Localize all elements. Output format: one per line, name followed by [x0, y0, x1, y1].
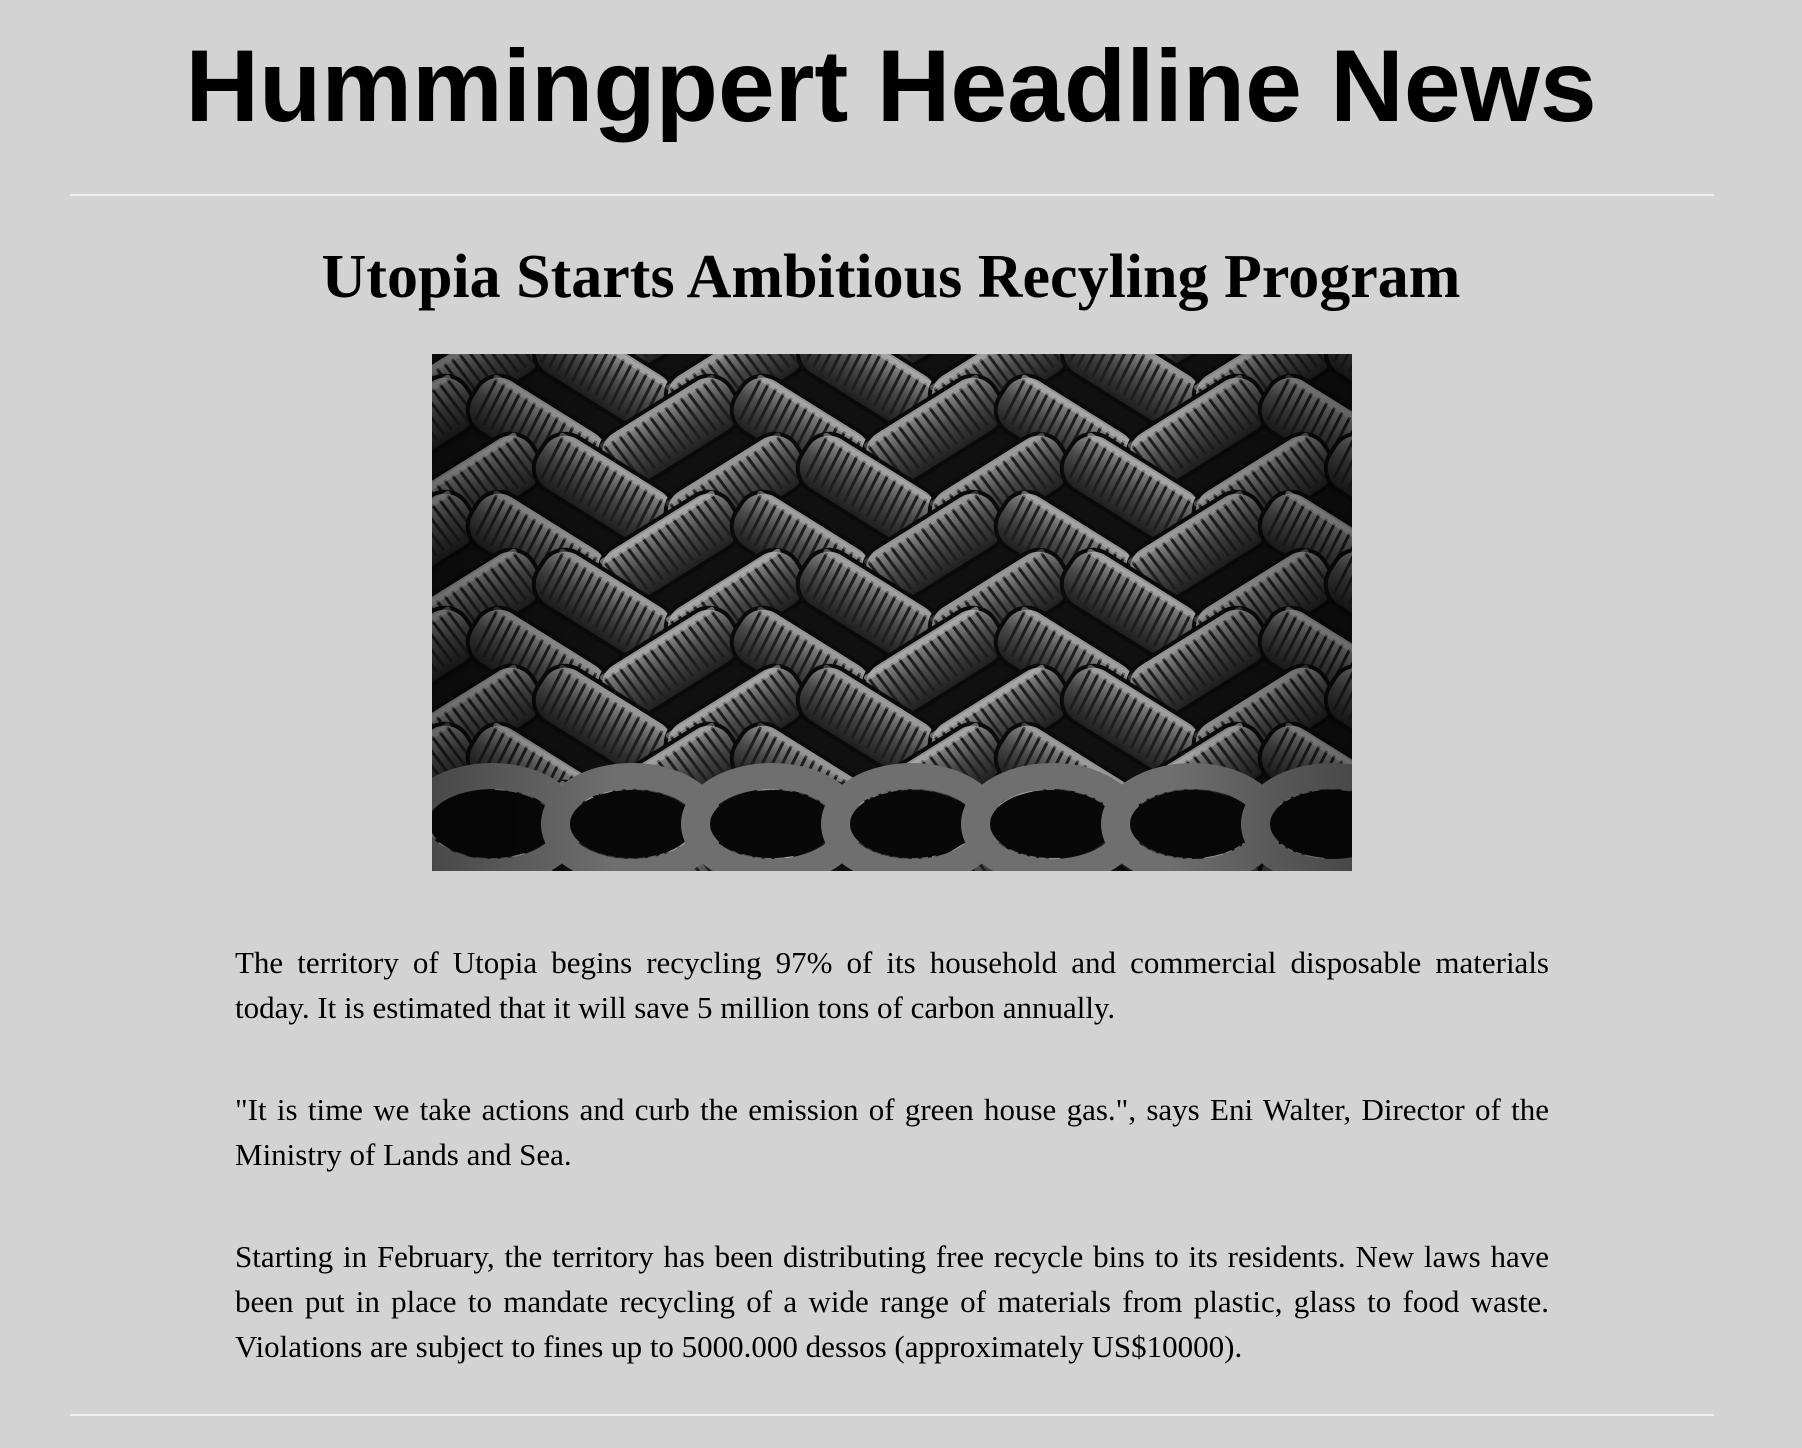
- article-paragraph: "It is time we take actions and curb the emission of green house gas.", says Eni Walter, Director of the Ministry of Lands and Sea.: [235, 1092, 1549, 1172]
- header-divider: [70, 194, 1714, 196]
- footer-divider: [70, 1414, 1714, 1416]
- article-paragraph: Starting in February, the territory has been distributing free recycle bins to its residents. New laws have been put in place to mandate recycling of a wide range of materials from plastic, glass to food waste. Violations are subject to fines up to 5000.000 dessos (approximately US$10000).: [235, 1239, 1549, 1364]
- article-image: [432, 354, 1352, 871]
- article-paragraph: The territory of Utopia begins recycling 97% of its household and commercial disposable materials today. It is estimated that it will save 5 million tons of carbon annually.: [235, 945, 1549, 1025]
- article-body: [235, 940, 1549, 1426]
- article-headline: Utopia Starts Ambitious Recyling Program: [321, 243, 1461, 311]
- site-title: Hummingpert Headline News: [185, 29, 1597, 143]
